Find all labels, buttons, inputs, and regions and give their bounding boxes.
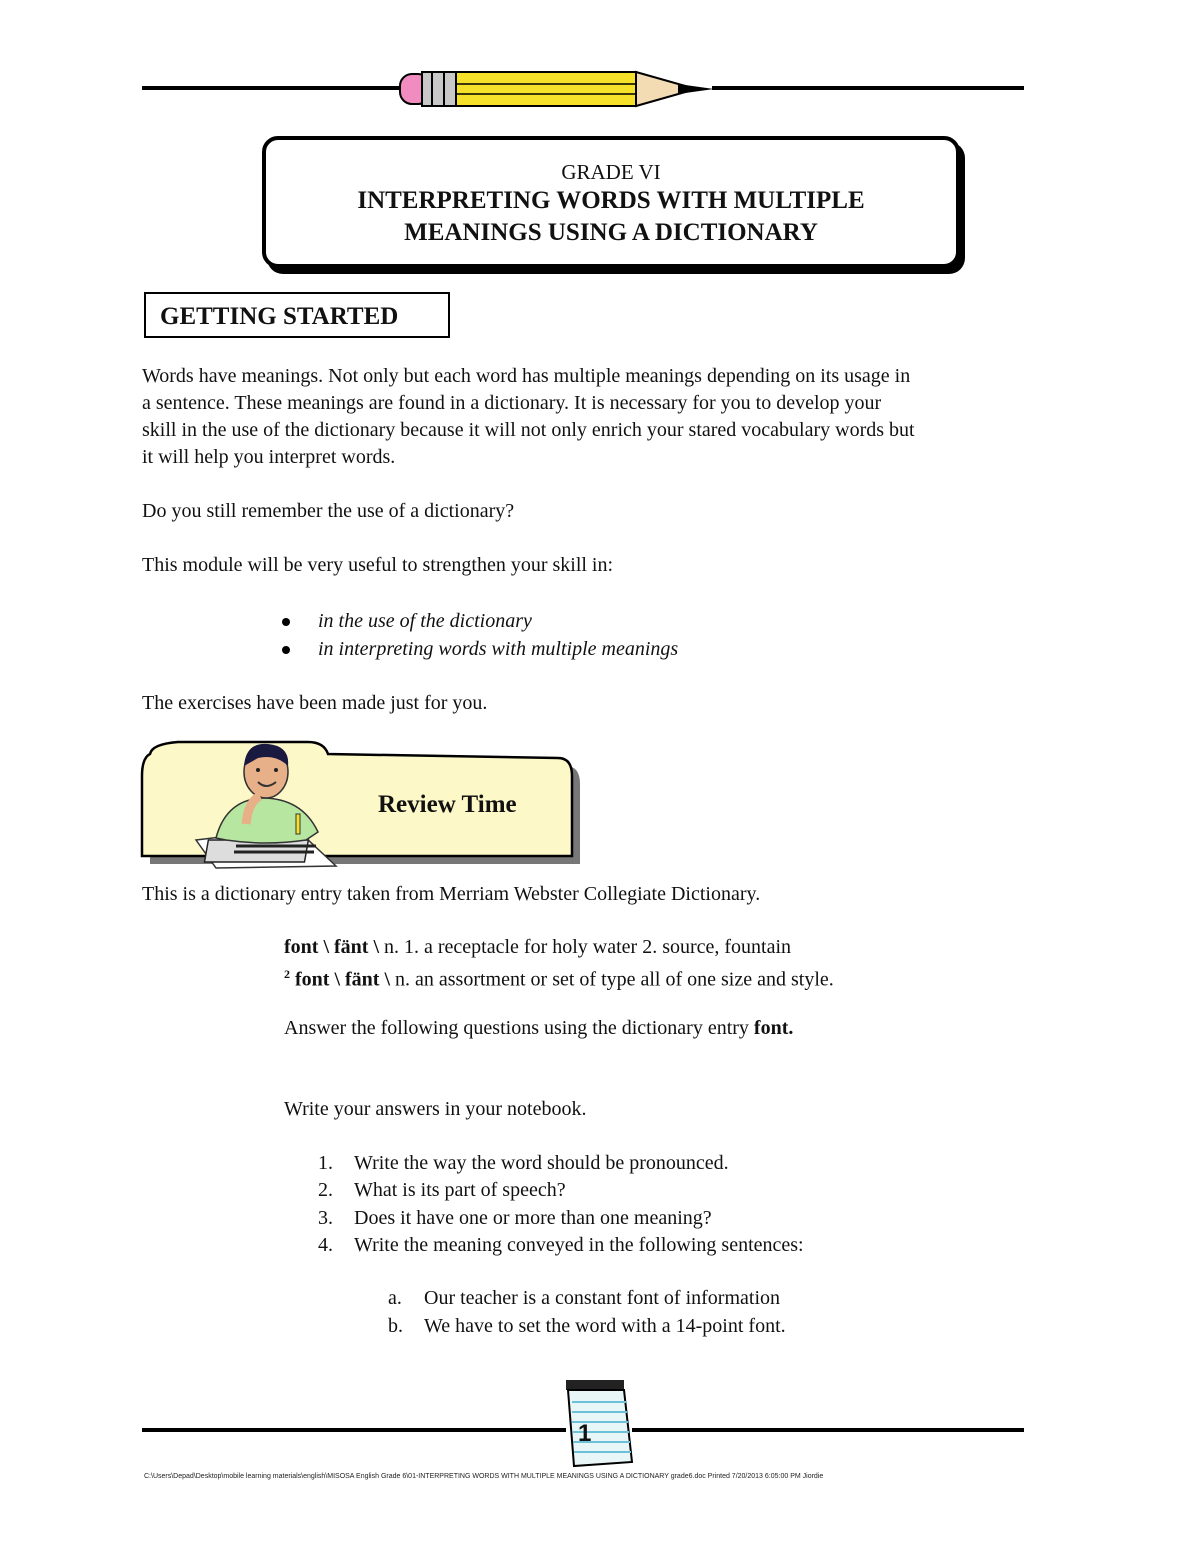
notebook-note: Write your answers in your notebook. — [284, 1098, 587, 1120]
page-title-line2: MEANINGS USING A DICTIONARY — [404, 219, 818, 246]
module-intro-text: This module will be very useful to strengthen your skill in: — [142, 554, 614, 576]
question-text: Do you still remember the use of a dictionary? — [142, 500, 515, 522]
sub-item-text: Our teacher is a constant font of information — [424, 1287, 780, 1309]
dictionary-entry-1 — [284, 934, 791, 961]
grade-label: GRADE VI — [561, 160, 661, 184]
question-text: Does it have one or more than one meaning? — [354, 1207, 712, 1229]
title-box — [262, 136, 960, 268]
top-rule — [142, 86, 402, 90]
page-number: 1 — [578, 1420, 592, 1447]
question-number: 3. — [318, 1207, 333, 1229]
notepad-icon — [562, 1376, 638, 1472]
intro-line: it will help you interpret words. — [142, 446, 396, 468]
entry1-definition: n. 1. a receptacle for holy water 2. source, fountain — [379, 936, 792, 958]
bullet-text: in the use of the dictionary — [318, 610, 532, 632]
bottom-rule — [142, 1428, 566, 1432]
bullet-icon — [282, 646, 290, 654]
entry2-definition: n. an assortment or set of type all of one size and style. — [390, 968, 834, 991]
page-title-line1: INTERPRETING WORDS WITH MULTIPLE — [357, 187, 865, 214]
pencil-icon — [396, 68, 720, 112]
instruction-word: font. — [753, 1017, 794, 1039]
boy-reading-icon — [186, 740, 352, 870]
exercises-note: The exercises have been made just for you. — [142, 692, 488, 714]
intro-line: a sentence. These meanings are found in a dictionary. It is necessary for you to develop your — [142, 392, 882, 414]
instruction-prefix: Answer the following questions using the dictionary entry — [284, 1017, 754, 1039]
sub-item-letter: a. — [388, 1287, 402, 1309]
getting-started-heading: GETTING STARTED — [144, 292, 450, 338]
entry1-headword: font \ fänt \ — [284, 936, 379, 958]
top-rule-right — [712, 86, 1024, 90]
bullet-icon — [282, 618, 290, 626]
file-path-footer: C:\Users\Depad\Desktop\mobile learning materials\english\MISOSA English Grade 6\01-INTERPRETING WORDS WITH MULTIPLE MEANINGS USING A DICTIONARY grade6.doc Printed 7/20/2013 6:05:00 PM Jiordie — [144, 1473, 824, 1480]
question-text: What is its part of speech? — [354, 1179, 566, 1201]
entry-intro: This is a dictionary entry taken from Merriam Webster Collegiate Dictionary. — [142, 883, 761, 905]
instruction-text — [284, 1015, 793, 1042]
entry2-superscript: 2 — [284, 967, 290, 981]
entry2-headword: font \ fänt \ — [290, 968, 390, 991]
dictionary-entry-2 — [284, 961, 834, 994]
sub-item-text: We have to set the word with a 14-point font. — [424, 1315, 786, 1337]
intro-line: Words have meanings. Not only but each word has multiple meanings depending on its usage in — [142, 365, 911, 387]
question-number: 1. — [318, 1152, 333, 1174]
intro-line: skill in the use of the dictionary because it will not only enrich your stared vocabulary words but — [142, 419, 915, 441]
question-number: 2. — [318, 1179, 333, 1201]
intro-paragraph — [142, 363, 1062, 471]
review-time-label: Review Time — [378, 791, 517, 818]
question-number: 4. — [318, 1234, 333, 1256]
question-text: Write the way the word should be pronounced. — [354, 1152, 729, 1174]
sub-item-letter: b. — [388, 1315, 403, 1337]
bottom-rule-right — [632, 1428, 1024, 1432]
question-text: Write the meaning conveyed in the following sentences: — [354, 1234, 804, 1256]
bullet-text: in interpreting words with multiple meanings — [318, 638, 679, 660]
